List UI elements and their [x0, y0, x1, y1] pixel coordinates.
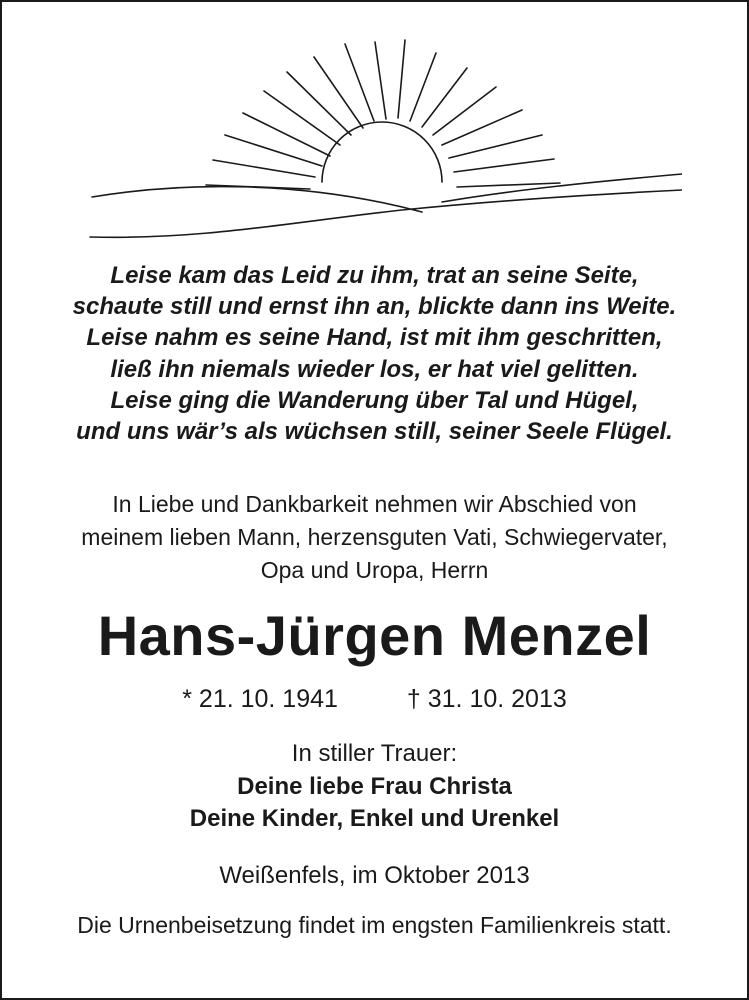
- mourner-line: Deine liebe Frau Christa: [237, 772, 512, 800]
- mourners-heading: In stiller Trauer:: [291, 740, 458, 767]
- poem-line: Leise nahm es seine Hand, ist mit ihm geschritten,: [86, 324, 663, 352]
- intro-line: meinem lieben Mann, herzensguten Vati, Schwiegervater,: [81, 524, 668, 550]
- poem-line: schaute still und ernst ihn an, blickte dann ins Weite.: [72, 293, 677, 321]
- mourner-line: Deine Kinder, Enkel und Urenkel: [189, 805, 560, 832]
- poem: [2, 260, 747, 447]
- burial-note: Die Urnenbeisetzung findet im engsten Familienkreis statt.: [77, 912, 672, 938]
- poem-line: Leise ging die Wanderung über Tal und Hügel,: [110, 386, 639, 414]
- poem-line: ließ ihn niemals wieder los, er hat viel gelitten.: [110, 355, 639, 383]
- intro-text: [2, 488, 747, 587]
- deceased-name: Hans-Jürgen Menzel: [97, 604, 652, 667]
- death-date: † 31. 10. 2013: [406, 685, 567, 713]
- poem-line: und uns wär’s als wüchsen still, seiner Seele Flügel.: [76, 418, 673, 446]
- mourners: [2, 738, 747, 836]
- life-dates: [2, 682, 747, 716]
- sunrise-icon: [82, 32, 682, 247]
- intro-line: In Liebe und Dankbarkeit nehmen wir Abschied von: [112, 491, 637, 517]
- intro-line: Opa und Uropa, Herrn: [260, 557, 489, 583]
- place-date: Weißenfels, im Oktober 2013: [219, 862, 530, 889]
- poem-line: Leise kam das Leid zu ihm, trat an seine Seite,: [110, 262, 639, 289]
- birth-date: * 21. 10. 1941: [182, 685, 338, 713]
